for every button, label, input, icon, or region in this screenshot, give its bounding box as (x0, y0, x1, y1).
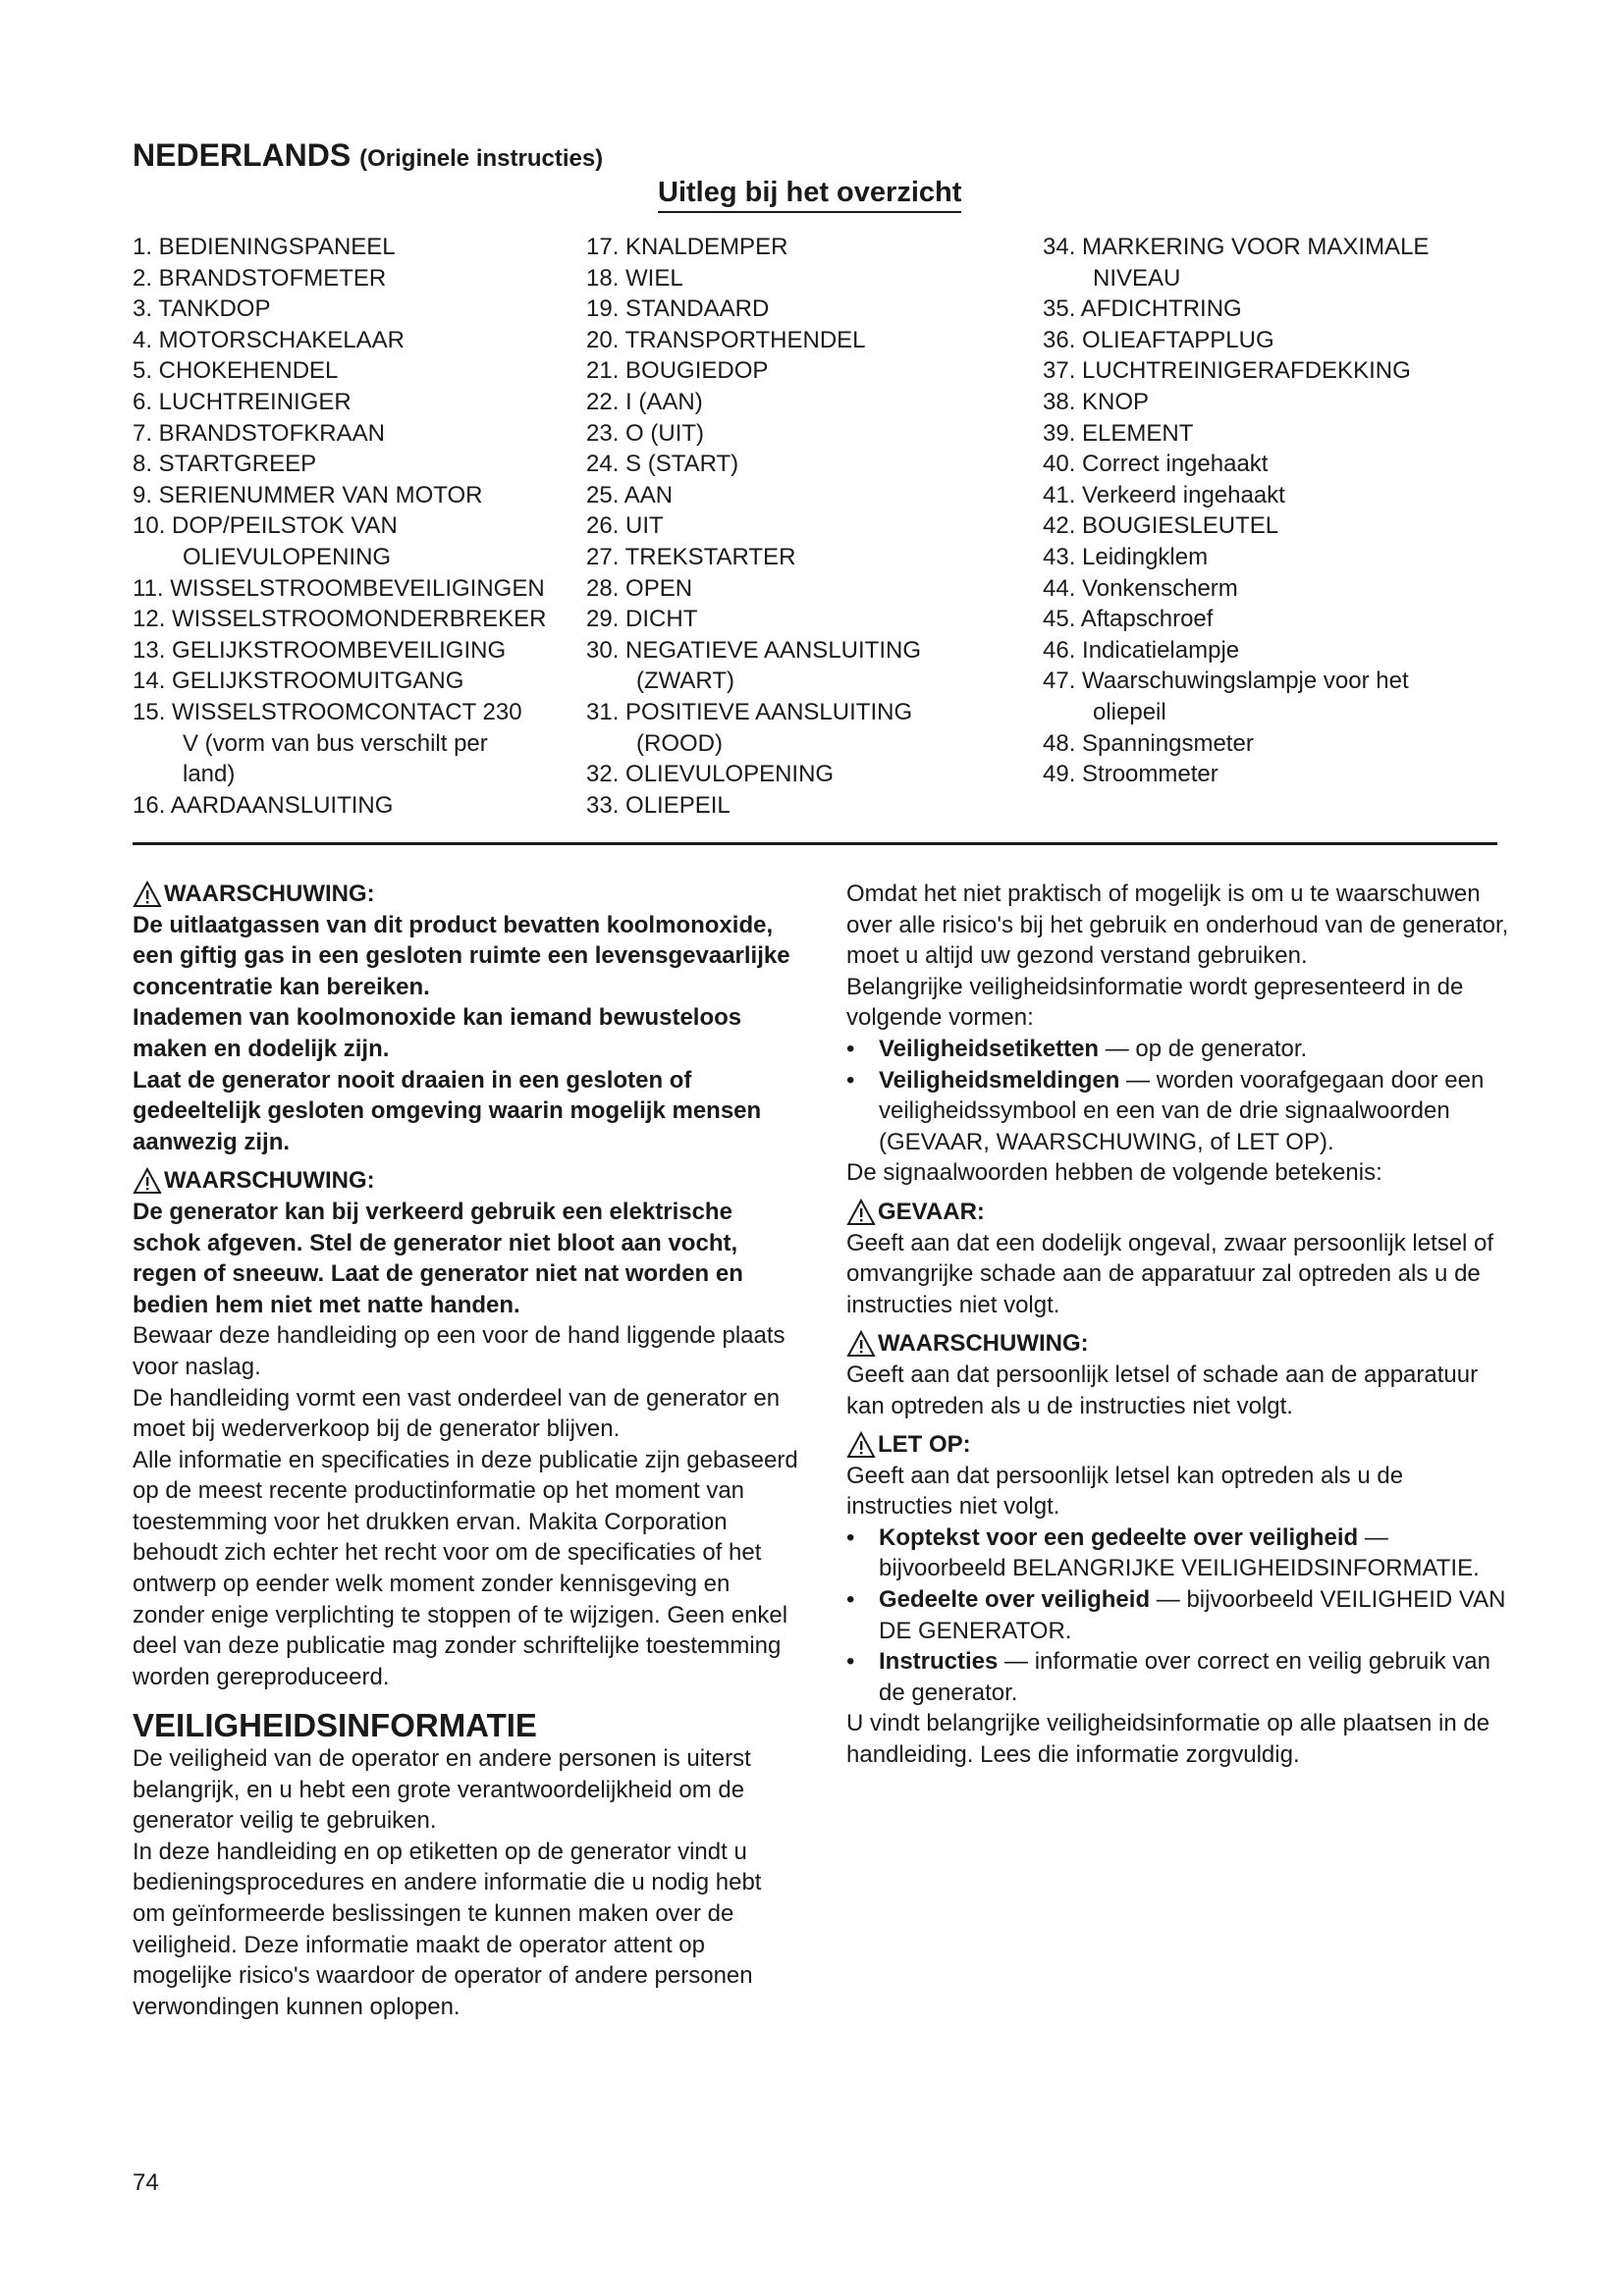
parts-list-item: 23. O (UIT) (586, 419, 705, 447)
parts-list-item: 22. I (AAN) (586, 388, 703, 415)
parts-list-item: 32. OLIEVULOPENING (586, 761, 835, 788)
parts-list-item: 30. NEGATIEVE AANSLUITING (586, 636, 921, 664)
parts-list-item: NIVEAU (1093, 264, 1181, 292)
parts-list-item: 45. Aftapschroef (1043, 606, 1214, 633)
parts-list-item: 34. MARKERING VOOR MAXIMALE (1043, 234, 1430, 260)
paragraph: U vindt belangrijke veiligheidsinformatie op alle plaatsen in de handleiding. Lees die informatie zorgvuldig. (846, 1710, 1490, 1769)
section-title: VEILIGHEIDSINFORMATIE (133, 1707, 537, 1744)
parts-list-item: 1. BEDIENINGSPANEEL (133, 234, 396, 260)
paragraph: Geeft aan dat persoonlijk letsel kan optreden als u de instructies niet volgt. (846, 1462, 1404, 1521)
language-title: NEDERLANDS (133, 137, 352, 173)
parts-list-item: 12. WISSELSTROOMONDERBREKER (133, 606, 547, 633)
paragraph: Belangrijke veiligheidsinformatie wordt gepresenteerd in de volgende vormen: (846, 973, 1464, 1032)
parts-list-item: 41. Verkeerd ingehaakt (1043, 481, 1285, 508)
paragraph: Alle informatie en specificaties in deze publicatie zijn gebaseerd op de meest recente productinformatie op het moment van toestemming voor het drukken ervan. Makita Corporation behoudt zich echter het recht voor om de specificaties of het ontwerp op eender welk moment zonder kennisgeving en zonder enige verplichting te stoppen of te wijzigen. Geen enkel deel van deze publicatie mag zonder schriftelijke toestemming worden gereproduceerd. (133, 1446, 798, 1690)
bullet-icon: • (846, 1035, 855, 1062)
bullet-text: — informatie over correct en veilig gebruik van de generator. (879, 1648, 1490, 1706)
parts-list-item: 27. TREKSTARTER (586, 543, 796, 570)
bullet-text: — worden voorafgegaan door een veiligheidssymbool en een van de drie signaalwoorden (GEVAAR, WAARSCHUWING, of LET OP). (879, 1066, 1485, 1155)
parts-list-item: 31. POSITIEVE AANSLUITING (586, 698, 913, 725)
parts-list-item: 40. Correct ingehaakt (1043, 451, 1269, 478)
caution-label: LET OP: (878, 1431, 971, 1459)
warning-heading (133, 1165, 800, 1197)
page-number: 74 (133, 2169, 159, 2196)
parts-list-item: 3. TANKDOP (133, 295, 271, 323)
caution-heading (846, 1429, 1514, 1461)
parts-list-item: (ZWART) (636, 667, 734, 695)
parts-list-item: 8. STARTGREEP (133, 451, 317, 478)
bullet-term: Gedeelte over veiligheid (879, 1586, 1151, 1614)
paragraph: De handleiding vormt een vast onderdeel van de generator en moet bij wederverkoop bij de generator blijven. (133, 1384, 781, 1443)
warning-triangle-icon (133, 881, 162, 908)
warning-text: De generator kan bij verkeerd gebruik een elektrische schok afgeven. Stel de generator niet bloot aan vocht, regen of sneeuw. Laat de generator niet nat worden en bedien hem niet met natte handen. (133, 1198, 743, 1318)
bullet-term: Koptekst voor een gedeelte over veiligheid (879, 1523, 1359, 1551)
parts-list-column-2 (586, 232, 1028, 821)
overview-title: Uitleg bij het overzicht (658, 177, 961, 213)
parts-list-item: 42. BOUGIESLEUTEL (1043, 512, 1279, 540)
parts-list-item: 44. Vonkenscherm (1043, 574, 1238, 602)
parts-list-column-3 (1043, 232, 1504, 790)
parts-list-item: 18. WIEL (586, 264, 683, 292)
parts-list-item: 47. Waarschuwingslampje voor het (1043, 667, 1409, 695)
parts-list-item: (ROOD) (636, 729, 723, 757)
parts-list-item: 29. DICHT (586, 606, 698, 633)
parts-list-item: 5. CHOKEHENDEL (133, 357, 339, 385)
bullet-term: Instructies (879, 1648, 999, 1676)
paragraph: In deze handleiding en op etiketten op de generator vindt u bedieningsprocedures en andere informatie die u nodig hebt om geïnformeerde beslissingen te kunnen maken over de veiligheid. Deze informatie maakt de operator attent op mogelijke risico's waardoor de operator of andere personen verwondingen kunnen oplopen. (133, 1838, 762, 2020)
parts-list-item: OLIEVULOPENING (183, 543, 392, 570)
paragraph: Geeft aan dat een dodelijk ongeval, zwaar persoonlijk letsel of omvangrijke schade aan de apparatuur zal optreden als u de instructies niet volgt. (846, 1229, 1494, 1318)
warning-text: Inademen van koolmonoxide kan iemand bewusteloos maken en dodelijk zijn. (133, 1004, 742, 1062)
parts-list-item: 25. AAN (586, 481, 674, 508)
parts-list-item: 16. AARDAANSLUITING (133, 791, 394, 819)
bullet-term: Veiligheidsetiketten (879, 1035, 1100, 1062)
left-text-column (133, 879, 800, 2022)
parts-list-item: 26. UIT (586, 512, 664, 540)
warning-triangle-icon (846, 1431, 876, 1459)
warning-heading (133, 879, 800, 910)
warning-triangle-icon (846, 1330, 876, 1358)
bullet-item (846, 1584, 1514, 1646)
warning-label: WAARSCHUWING: (164, 1167, 375, 1195)
warning-label: WAARSCHUWING: (878, 1330, 1089, 1358)
parts-list-item: 37. LUCHTREINIGERAFDEKKING (1043, 357, 1411, 385)
parts-list-item: 7. BRANDSTOFKRAAN (133, 419, 385, 447)
danger-heading (846, 1197, 1514, 1228)
parts-list-item: oliepeil (1093, 698, 1166, 725)
paragraph: Bewaar deze handleiding op een voor de hand liggende plaats voor naslag. (133, 1322, 785, 1380)
bullet-text: — op de generator. (1099, 1035, 1308, 1062)
language-heading (133, 137, 603, 174)
warning-heading (846, 1328, 1514, 1360)
parts-list-item: 35. AFDICHTRING (1043, 295, 1242, 323)
language-subtitle: (Originele instructies) (359, 145, 604, 172)
parts-list-item: 13. GELIJKSTROOMBEVEILIGING (133, 636, 507, 664)
bullet-item (846, 1646, 1514, 1708)
parts-list-item: 14. GELIJKSTROOMUITGANG (133, 667, 464, 695)
parts-list-item: 24. S (START) (586, 451, 739, 478)
parts-list-item: 28. OPEN (586, 574, 693, 602)
warning-label: WAARSCHUWING: (164, 881, 375, 907)
warning-text: Laat de generator nooit draaien in een gesloten of gedeeltelijk gesloten omgeving waarin mogelijk mensen aanwezig zijn. (133, 1066, 762, 1155)
parts-list-item: 2. BRANDSTOFMETER (133, 264, 387, 292)
section-divider (133, 842, 1497, 845)
parts-list-item: 48. Spanningsmeter (1043, 729, 1254, 757)
parts-list-item: 39. ELEMENT (1043, 419, 1194, 447)
bullet-text: — bijvoorbeeld VEILIGHEID VAN DE GENERATOR. (879, 1586, 1506, 1644)
bullet-item (846, 1034, 1514, 1065)
warning-triangle-icon (133, 1167, 162, 1195)
parts-list-item: land) (183, 761, 236, 788)
right-text-column (846, 879, 1514, 1771)
parts-list-item: 10. DOP/PEILSTOK VAN (133, 512, 398, 540)
parts-list-item: 21. BOUGIEDOP (586, 357, 769, 385)
parts-list-item: 4. MOTORSCHAKELAAR (133, 326, 405, 353)
bullet-icon: • (846, 1523, 855, 1551)
bullet-term: Veiligheidsmeldingen (879, 1066, 1120, 1094)
parts-list-item: 49. Stroommeter (1043, 761, 1218, 788)
parts-list-item: 17. KNALDEMPER (586, 234, 788, 260)
parts-list-item: 46. Indicatielampje (1043, 636, 1240, 664)
parts-list-column-1 (133, 232, 579, 821)
parts-list-item: 11. WISSELSTROOMBEVEILIGINGEN (133, 574, 545, 602)
parts-list-item: 33. OLIEPEIL (586, 791, 731, 819)
warning-triangle-icon (846, 1199, 876, 1226)
parts-list-item: 36. OLIEAFTAPPLUG (1043, 326, 1274, 353)
paragraph: Geeft aan dat persoonlijk letsel of schade aan de apparatuur kan optreden als u de instructies niet volgt. (846, 1361, 1479, 1419)
bullet-icon: • (846, 1586, 855, 1614)
parts-list-item: 6. LUCHTREINIGER (133, 388, 352, 415)
warning-text: De uitlaatgassen van dit product bevatten koolmonoxide, een giftig gas in een gesloten ruimte een levensgevaarlijke concentratie kan bereiken. (133, 911, 790, 1000)
danger-label: GEVAAR: (878, 1198, 985, 1225)
bullet-text: — bijvoorbeeld BELANGRIJKE VEILIGHEIDSINFORMATIE. (879, 1523, 1480, 1582)
bullet-item (846, 1065, 1514, 1158)
parts-list-item: 9. SERIENUMMER VAN MOTOR (133, 481, 483, 508)
paragraph: De signaalwoorden hebben de volgende betekenis: (846, 1159, 1382, 1187)
parts-list-item: 15. WISSELSTROOMCONTACT 230 (133, 698, 522, 725)
parts-list-item: 19. STANDAARD (586, 295, 770, 323)
bullet-item (846, 1522, 1514, 1584)
parts-list-item: 43. Leidingklem (1043, 543, 1209, 570)
parts-list-item: 38. KNOP (1043, 388, 1150, 415)
parts-list-item: 20. TRANSPORTHENDEL (586, 326, 866, 353)
paragraph: Omdat het niet praktisch of mogelijk is om u te waarschuwen over alle risico's bij het gebruik en onderhoud van de generator, moet u altijd uw gezond verstand gebruiken. (846, 881, 1509, 970)
parts-list-item: V (vorm van bus verschilt per (183, 729, 488, 757)
bullet-icon: • (846, 1066, 855, 1094)
paragraph: De veiligheid van de operator en andere personen is uiterst belangrijk, en u hebt een grote verantwoordelijkheid om de generator veilig te gebruiken. (133, 1745, 751, 1835)
bullet-icon: • (846, 1648, 855, 1676)
